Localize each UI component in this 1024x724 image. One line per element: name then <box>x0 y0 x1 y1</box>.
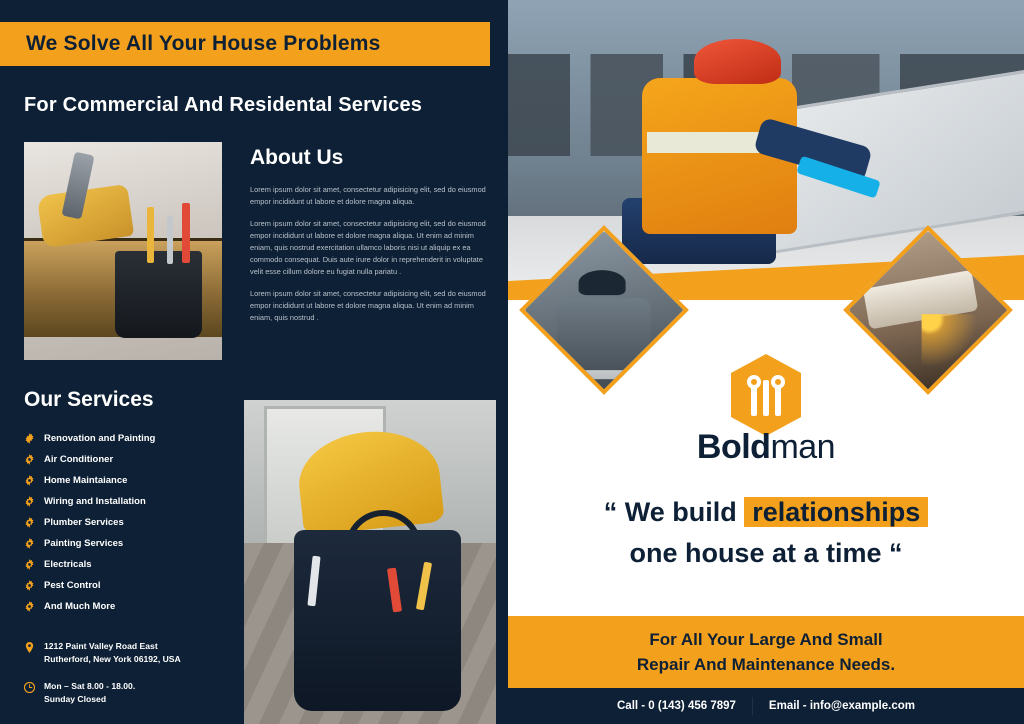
footer-band <box>508 688 1024 724</box>
gear-icon <box>24 454 35 465</box>
gear-icon <box>24 559 35 570</box>
services-list <box>24 428 234 617</box>
service-label: Painting Services <box>44 538 124 549</box>
hours-line-2: Sunday Closed <box>44 693 107 704</box>
gear-icon <box>24 475 35 486</box>
red-helmet-shape <box>694 39 782 84</box>
brand-name-light: man <box>770 428 836 466</box>
brand-name-bold: Bold <box>696 428 771 466</box>
list-item <box>24 575 234 596</box>
service-label: Plumber Services <box>44 517 124 528</box>
contact-block <box>24 640 236 720</box>
right-panel <box>508 0 1024 724</box>
list-item <box>24 470 234 491</box>
tagline-text-line2: one house at a time <box>629 537 882 568</box>
about-title: About Us <box>250 146 344 169</box>
service-label: Pest Control <box>44 580 101 591</box>
gear-icon <box>24 517 35 528</box>
footer-divider <box>752 697 753 715</box>
hours-line-1: Mon – Sat 8.00 - 18.00. <box>44 680 136 691</box>
cta-band <box>508 616 1024 688</box>
headline-banner <box>0 22 490 66</box>
hours-row <box>24 680 236 706</box>
boldman-logo-icon <box>727 352 805 438</box>
tagline-highlight: relationships <box>744 497 928 527</box>
address-line-1: 1212 Paint Valley Road East <box>44 641 158 651</box>
cap-shape <box>579 269 626 294</box>
about-photo <box>24 142 222 360</box>
service-label: Wiring and Installation <box>44 496 146 507</box>
tagline-text-pre: We build <box>624 497 737 527</box>
service-label: Electricals <box>44 559 92 570</box>
list-item <box>24 596 234 617</box>
left-panel <box>0 0 508 724</box>
cta-line-1: For All Your Large And Small <box>649 629 883 649</box>
list-item <box>24 449 234 470</box>
footer-email[interactable]: Email - info@example.com <box>768 700 915 712</box>
brand-name <box>508 428 1024 467</box>
cta-line-2: Repair And Maintenance Needs. <box>636 655 896 674</box>
service-label: And Much More <box>44 601 116 612</box>
address-text <box>44 640 181 666</box>
service-label: Home Maintaiance <box>44 475 128 486</box>
address-row <box>24 640 236 666</box>
about-paragraph-2: Lorem ipsum dolor sit amet, consectetur adipisicing elit, sed do eiusmod empor incididunt ut labore et dolore magna aliqua. Ut enim ad minim eniam, quis nostrud exercitation ullamco laboris nisi ut aliquip ex ea commodo consequat. Duis aute irure dolor in reprehenderit in voluptate velit esse cillum dolore eu fugiat nulla pariatu . <box>250 218 486 276</box>
open-quote: “ <box>603 497 618 527</box>
subheadline-text: For Commercial And Residental Services <box>24 94 423 116</box>
plumber-shirt-shape <box>557 297 651 369</box>
tool-shape-a <box>147 207 154 263</box>
gear-icon <box>24 580 35 591</box>
tool-shape-c <box>182 203 190 263</box>
tagline-line-1 <box>508 492 1024 533</box>
tagline <box>508 492 1024 573</box>
headline-text: We Solve All Your House Problems <box>26 32 381 55</box>
services-title: Our Services <box>24 388 154 411</box>
about-paragraph-1: Lorem ipsum dolor sit amet, consectetur adipisicing elit, sed do eiusmod empor incididunt ut labore et dolore magna aliqua. <box>250 185 486 206</box>
clock-icon <box>24 682 35 693</box>
service-label: Renovation and Painting <box>44 433 156 444</box>
about-paragraph-3: Lorem ipsum dolor sit amet, consectetur adipisicing elit, sed do eiusmod empor incididunt ut labore et dolore magna aliqua. Ut enim ad minim eniam, quis nostrud . <box>250 288 486 322</box>
tagline-line-2 <box>508 533 1024 574</box>
about-copy <box>250 184 486 334</box>
tool-shape-b <box>167 216 173 264</box>
gear-icon <box>24 496 35 507</box>
location-pin-icon <box>24 642 35 653</box>
hours-text <box>44 680 135 706</box>
list-item <box>24 512 234 533</box>
address-line-2: Rutherford, New York 06192, USA <box>44 653 181 664</box>
tools-photo <box>244 400 496 724</box>
service-label: Air Conditioner <box>44 454 114 465</box>
gear-icon <box>24 601 35 612</box>
list-item <box>24 491 234 512</box>
tool-pouch-shape <box>115 251 202 338</box>
gear-icon <box>24 433 35 444</box>
list-item <box>24 428 234 449</box>
list-item <box>24 533 234 554</box>
footer-phone[interactable]: Call - 0 (143) 456 7897 <box>617 700 736 712</box>
list-item <box>24 554 234 575</box>
close-quote: “ <box>889 537 903 568</box>
gear-icon <box>24 538 35 549</box>
